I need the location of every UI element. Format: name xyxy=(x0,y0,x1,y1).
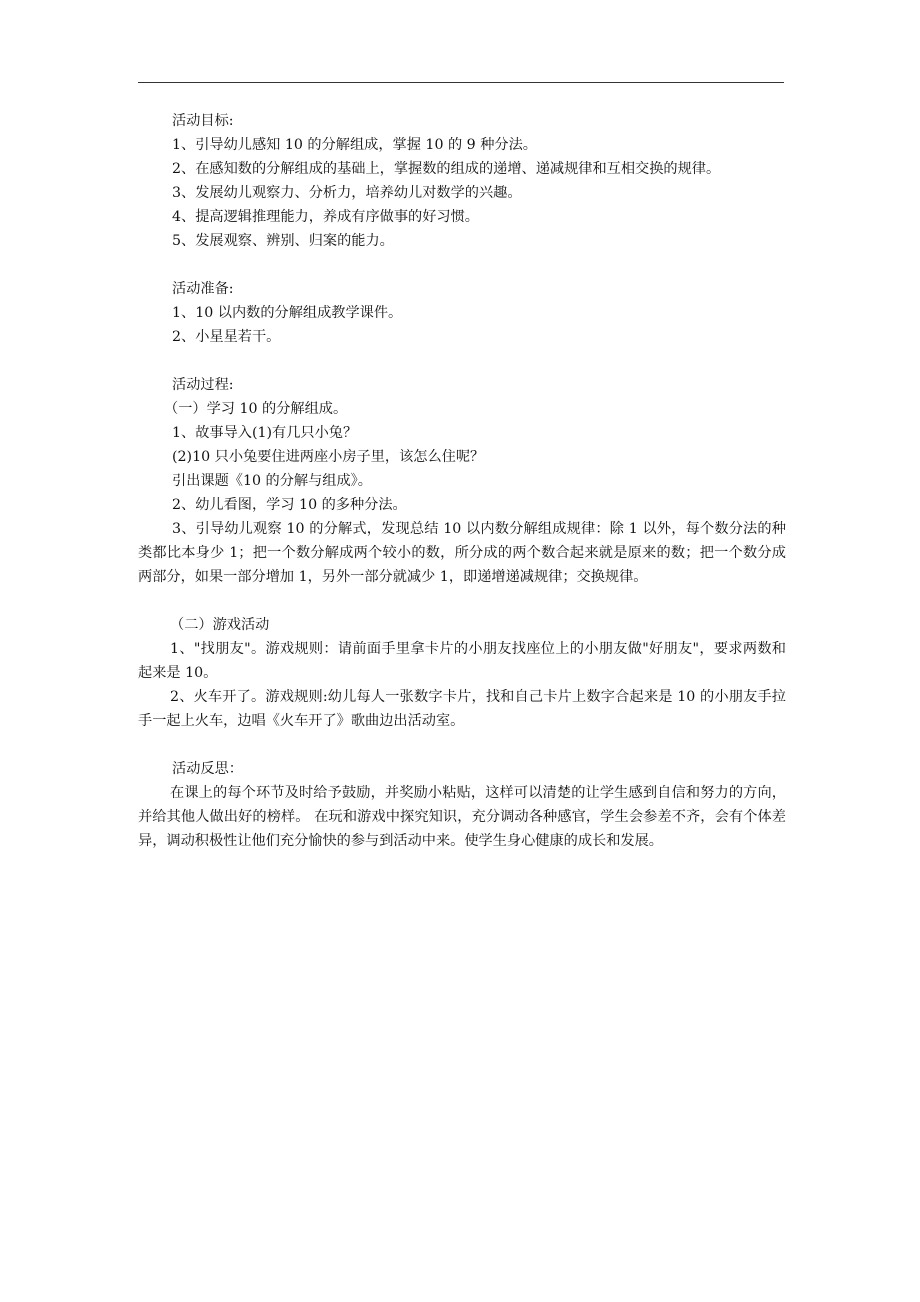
goal-item-3: 3、发展幼儿观察力、分析力，培养幼儿对数学的兴趣。 xyxy=(172,185,522,201)
process-step-2: 2、幼儿看图，学习 10 的多种分法。 xyxy=(172,497,407,513)
game-title: （二）游戏活动 xyxy=(170,617,270,633)
document-body xyxy=(138,109,786,853)
process-heading: 活动过程: xyxy=(172,377,234,393)
spacer xyxy=(138,349,786,373)
prep-heading: 活动准备: xyxy=(172,281,234,297)
goal-item-1: 1、引导幼儿感知 10 的分解组成，掌握 10 的 9 种分法。 xyxy=(172,137,537,153)
goals-heading: 活动目标: xyxy=(172,113,234,129)
goal-item-5: 5、发展观察、辨别、归案的能力。 xyxy=(172,233,394,249)
game-rule-2: 2、火车开了。游戏规则:幼儿每人一张数字卡片，找和自己卡片上数字合起来是 10 的小朋友手拉手一起上火车，边唱《火车开了》歌曲边出活动室。 xyxy=(138,689,786,729)
prep-item-2: 2、小星星若干。 xyxy=(172,329,281,345)
process-step-3: 3、引导幼儿观察 10 的分解式，发现总结 10 以内数分解组成规律：除 1 以外，每个数分法的种类都比本身少 1；把一个数分解成两个较小的数，所分成的两个数合起来就是原来的数；把一个数分成两部分，如果一部分增加 1，另外一部分就减少 1，即递增递减规律；交换规律。 xyxy=(138,521,786,585)
header-rule xyxy=(138,82,784,83)
reflection-body: 在课上的每个环节及时给予鼓励，并奖励小粘贴，这样可以清楚的让学生感到自信和努力的方向，并给其他人做出好的榜样。 在玩和游戏中探究知识，充分调动各种感官，学生会参差不齐，会有个体差异，调动积极性让他们充分愉快的参与到活动中来。使学生身心健康的成长和发展。 xyxy=(138,785,786,849)
process-step-1: 1、故事导入(1)有几只小兔？ xyxy=(172,425,358,441)
goal-item-4: 4、提高逻辑推理能力，养成有序做事的好习惯。 xyxy=(172,209,479,225)
reflection-heading: 活动反思： xyxy=(172,761,243,777)
spacer xyxy=(138,733,786,757)
process-course-title: 引出课题《10 的分解与组成》。 xyxy=(172,473,372,489)
process-part1-title: （一）学习 10 的分解组成。 xyxy=(164,401,348,417)
process-step-1b: (2)10 只小兔要住进两座小房子里，该怎么住呢？ xyxy=(172,449,485,465)
game-rule-1: 1、"找朋友"。游戏规则：请前面手里拿卡片的小朋友找座位上的小朋友做"好朋友"，要求两数和起来是 10。 xyxy=(138,641,786,681)
prep-item-1: 1、10 以内数的分解组成教学课件。 xyxy=(172,305,403,321)
spacer xyxy=(138,589,786,613)
spacer xyxy=(138,253,786,277)
goal-item-2: 2、在感知数的分解组成的基础上，掌握数的组成的递增、递减规律和互相交换的规律。 xyxy=(172,161,721,177)
